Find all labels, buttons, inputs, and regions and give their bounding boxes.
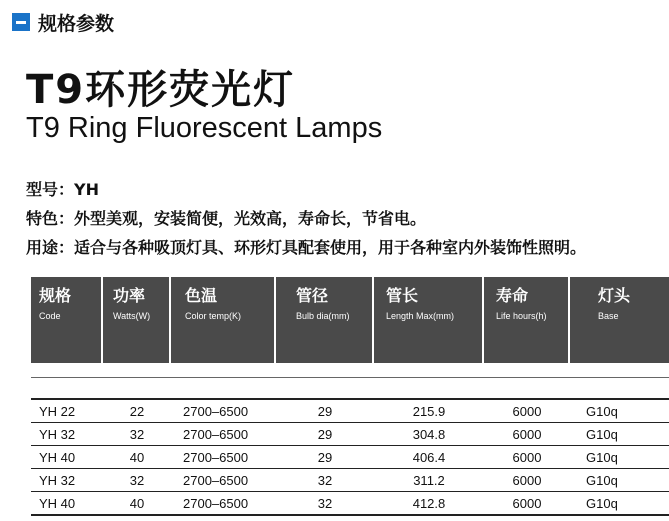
cell-length: 304.8 [412, 426, 446, 442]
header-length: 管长 Length Max(mm) [374, 277, 484, 363]
section-title: 规格参数 [38, 12, 115, 35]
header-bulb-dia: 管径 Bulb dia(mm) [276, 277, 374, 363]
cell-watts: 40 [129, 449, 145, 465]
cell-color-temp: 2700–6500 [183, 403, 249, 419]
cell-bulb-dia: 29 [317, 449, 333, 465]
table-row [31, 492, 669, 514]
header-base: 灯头 Base [570, 277, 669, 363]
cell-length: 311.2 [413, 472, 445, 488]
table-row [31, 400, 669, 423]
cell-color-temp: 2700–6500 [183, 449, 249, 465]
cell-color-temp: 2700–6500 [183, 426, 249, 442]
product-title-cn: T9环形荧光灯 [26, 67, 296, 113]
cell-base: G10q [586, 449, 618, 465]
cell-watts: 40 [129, 495, 145, 511]
header-watts: 功率 Watts(W) [103, 277, 171, 363]
cell-bulb-dia: 32 [317, 495, 333, 511]
cell-length: 412.8 [412, 495, 446, 511]
cell-base: G10q [586, 403, 618, 419]
cell-watts: 22 [129, 403, 145, 419]
model-line: 型号：YH [26, 180, 99, 199]
table-body [31, 398, 669, 516]
header-color-temp: 色温 Color temp(K) [171, 277, 276, 363]
usage-line: 用途：适合与各种吸顶灯具、环形灯具配套使用，用于各种室内外装饰性照明。 [26, 238, 587, 257]
header-code: 规格 Code [31, 277, 103, 363]
cell-life-hours: 6000 [512, 472, 542, 488]
header-life-hours: 寿命 Life hours(h) [484, 277, 570, 363]
minus-icon[interactable] [12, 13, 30, 31]
cell-code: YH 22 [39, 403, 76, 419]
table-row [31, 446, 669, 469]
table-row [31, 469, 669, 492]
cell-life-hours: 6000 [512, 449, 542, 465]
product-title-en: T9 Ring Fluorescent Lamps [26, 112, 383, 144]
table-row [31, 423, 669, 446]
cell-code: YH 32 [39, 426, 76, 442]
table-header [31, 277, 669, 363]
cell-base: G10q [586, 426, 618, 442]
cell-life-hours: 6000 [512, 495, 542, 511]
cell-life-hours: 6000 [512, 403, 542, 419]
cell-base: G10q [586, 472, 618, 488]
cell-code: YH 40 [39, 495, 76, 511]
section-header [12, 9, 114, 35]
cell-bulb-dia: 29 [317, 426, 333, 442]
cell-color-temp: 2700–6500 [183, 472, 249, 488]
cell-code: YH 32 [39, 472, 76, 488]
cell-base: G10q [586, 495, 618, 511]
features-line: 特色：外型美观，安装简便，光效高，寿命长，节省电。 [26, 209, 427, 228]
cell-bulb-dia: 32 [317, 472, 333, 488]
divider [31, 377, 669, 378]
cell-code: YH 40 [39, 449, 76, 465]
cell-length: 215.9 [412, 403, 446, 419]
cell-watts: 32 [129, 426, 145, 442]
spec-table [31, 277, 669, 516]
cell-length: 406.4 [412, 449, 446, 465]
cell-life-hours: 6000 [512, 426, 542, 442]
cell-color-temp: 2700–6500 [183, 495, 249, 511]
cell-bulb-dia: 29 [317, 403, 333, 419]
cell-watts: 32 [129, 472, 145, 488]
